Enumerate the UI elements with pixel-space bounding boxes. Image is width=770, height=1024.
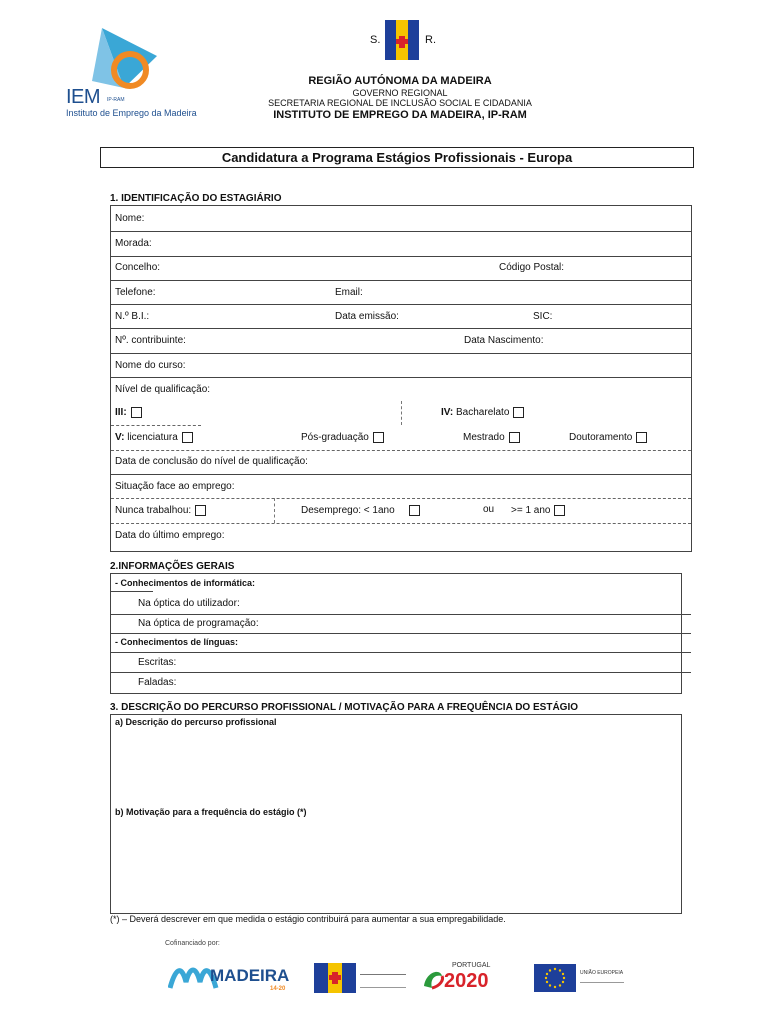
header-line-2: GOVERNO REGIONAL xyxy=(352,88,448,98)
data-conclusao-label: Data de conclusão do nível de qualificação: xyxy=(115,456,308,467)
informatica-label: - Conhecimentos de informática: xyxy=(115,578,256,588)
level-iv-checkbox[interactable] xyxy=(513,407,524,418)
nunca-trabalhou-checkbox[interactable] xyxy=(195,505,206,516)
email-label: Email: xyxy=(335,287,363,298)
bi-label: N.º B.I.: xyxy=(115,311,150,322)
header-line-1: REGIÃO AUTÓNOMA DA MADEIRA xyxy=(308,75,492,87)
ou-label: ou xyxy=(483,504,495,515)
header-line-4: INSTITUTO DE EMPREGO DA MADEIRA, IP-RAM xyxy=(273,109,527,121)
data-emissao-label: Data emissão: xyxy=(335,311,399,322)
concelho-label: Concelho: xyxy=(115,262,161,273)
level-v-checkbox[interactable] xyxy=(182,432,193,443)
telefone-label: Telefone: xyxy=(115,287,156,298)
faladas-label: Faladas: xyxy=(138,677,177,688)
desemprego-mais-1ano: >= 1 ano xyxy=(511,505,565,516)
p2020-swirl-icon xyxy=(420,966,446,992)
portugal-text: PORTUGAL xyxy=(452,962,491,969)
madeira-region-flag-icon xyxy=(314,963,356,993)
data-nascimento-label: Data Nascimento: xyxy=(464,335,544,346)
desemprego-mais-1ano-checkbox[interactable] xyxy=(554,505,565,516)
situacao-label: Situação face ao emprego: xyxy=(115,481,235,492)
p2020-text: 2020 xyxy=(444,970,489,992)
madeira-flag-icon xyxy=(385,20,419,60)
madeira-logo-sub: 14-20 xyxy=(270,986,286,992)
nome-label: Nome: xyxy=(115,213,145,224)
ue-label: UNIÃO EUROPEIA xyxy=(580,970,624,976)
region-text-lines xyxy=(360,974,406,988)
section-1-heading: 1. IDENTIFICAÇÃO DO ESTAGIÁRIO xyxy=(110,193,282,204)
doutoramento: Doutoramento xyxy=(569,432,647,443)
mestrado-checkbox[interactable] xyxy=(509,432,520,443)
doutoramento-checkbox[interactable] xyxy=(636,432,647,443)
nunca-trabalhou: Nunca trabalhou: xyxy=(115,505,206,516)
codigo-postal-label: Código Postal: xyxy=(499,262,565,273)
pos-graduacao: Pós-graduação xyxy=(301,432,384,443)
programacao-label: Na óptica de programação: xyxy=(138,618,259,629)
eu-flag-icon xyxy=(534,964,576,992)
madeira-logo-text: MADEIRA xyxy=(210,966,290,985)
ue-text-line xyxy=(580,982,624,983)
footnote: (*) – Deverá descrever em que medida o estágio contribuirá para aumentar a sua empregabilidade. xyxy=(110,914,506,924)
madeira-1420-logo xyxy=(168,962,296,994)
sic-label: SIC: xyxy=(533,311,553,322)
desemprego-menos-1ano-checkbox[interactable] xyxy=(409,505,420,516)
level-v: V: licenciatura xyxy=(115,432,193,443)
ultimo-emprego-label: Data do último emprego: xyxy=(115,530,225,541)
level-iv: IV: Bacharelato xyxy=(441,407,524,418)
cofinanced-label: Cofinanciado por: xyxy=(165,940,220,947)
contribuinte-label: Nº. contribuinte: xyxy=(115,335,186,346)
desemprego-menos-1ano: Desemprego: < 1ano xyxy=(301,505,420,516)
identification-table xyxy=(110,205,692,552)
iem-logo-small: IP-RAM xyxy=(107,97,125,103)
form-title: Candidatura a Programa Estágios Profissionais - Europa xyxy=(100,147,694,168)
general-info-table xyxy=(110,573,682,694)
sr-left: S. xyxy=(370,34,381,46)
linguas-label: - Conhecimentos de línguas: xyxy=(115,637,239,647)
header-line-3: SECRETARIA REGIONAL DE INCLUSÃO SOCIAL E CIDADANIA xyxy=(268,98,532,108)
utilizador-label: Na óptica do utilizador: xyxy=(138,598,240,609)
level-iii-checkbox[interactable] xyxy=(131,407,142,418)
section-2-heading: 2.INFORMAÇÕES GERAIS xyxy=(110,561,235,572)
iem-logo-subtitle: Instituto de Emprego da Madeira xyxy=(66,108,197,118)
portugal-2020-logo xyxy=(420,962,520,994)
pos-graduacao-checkbox[interactable] xyxy=(373,432,384,443)
nivel-label: Nível de qualificação: xyxy=(115,384,211,395)
section-3-heading: 3. DESCRIÇÃO DO PERCURSO PROFISSIONAL / MOTIVAÇÃO PARA A FREQUÊNCIA DO ESTÁGIO xyxy=(110,702,578,713)
morada-label: Morada: xyxy=(115,238,152,249)
nome-curso-label: Nome do curso: xyxy=(115,360,186,371)
percurso-label: a) Descrição do percurso profissional xyxy=(115,717,277,727)
mestrado: Mestrado xyxy=(463,432,520,443)
level-iii: III: xyxy=(115,407,142,418)
description-box xyxy=(110,714,682,914)
escritas-label: Escritas: xyxy=(138,657,177,668)
sr-right: R. xyxy=(425,34,436,46)
iem-logo-text: IEM xyxy=(66,86,101,108)
motivacao-label: b) Motivação para a frequência do estágio (*) xyxy=(115,807,307,817)
